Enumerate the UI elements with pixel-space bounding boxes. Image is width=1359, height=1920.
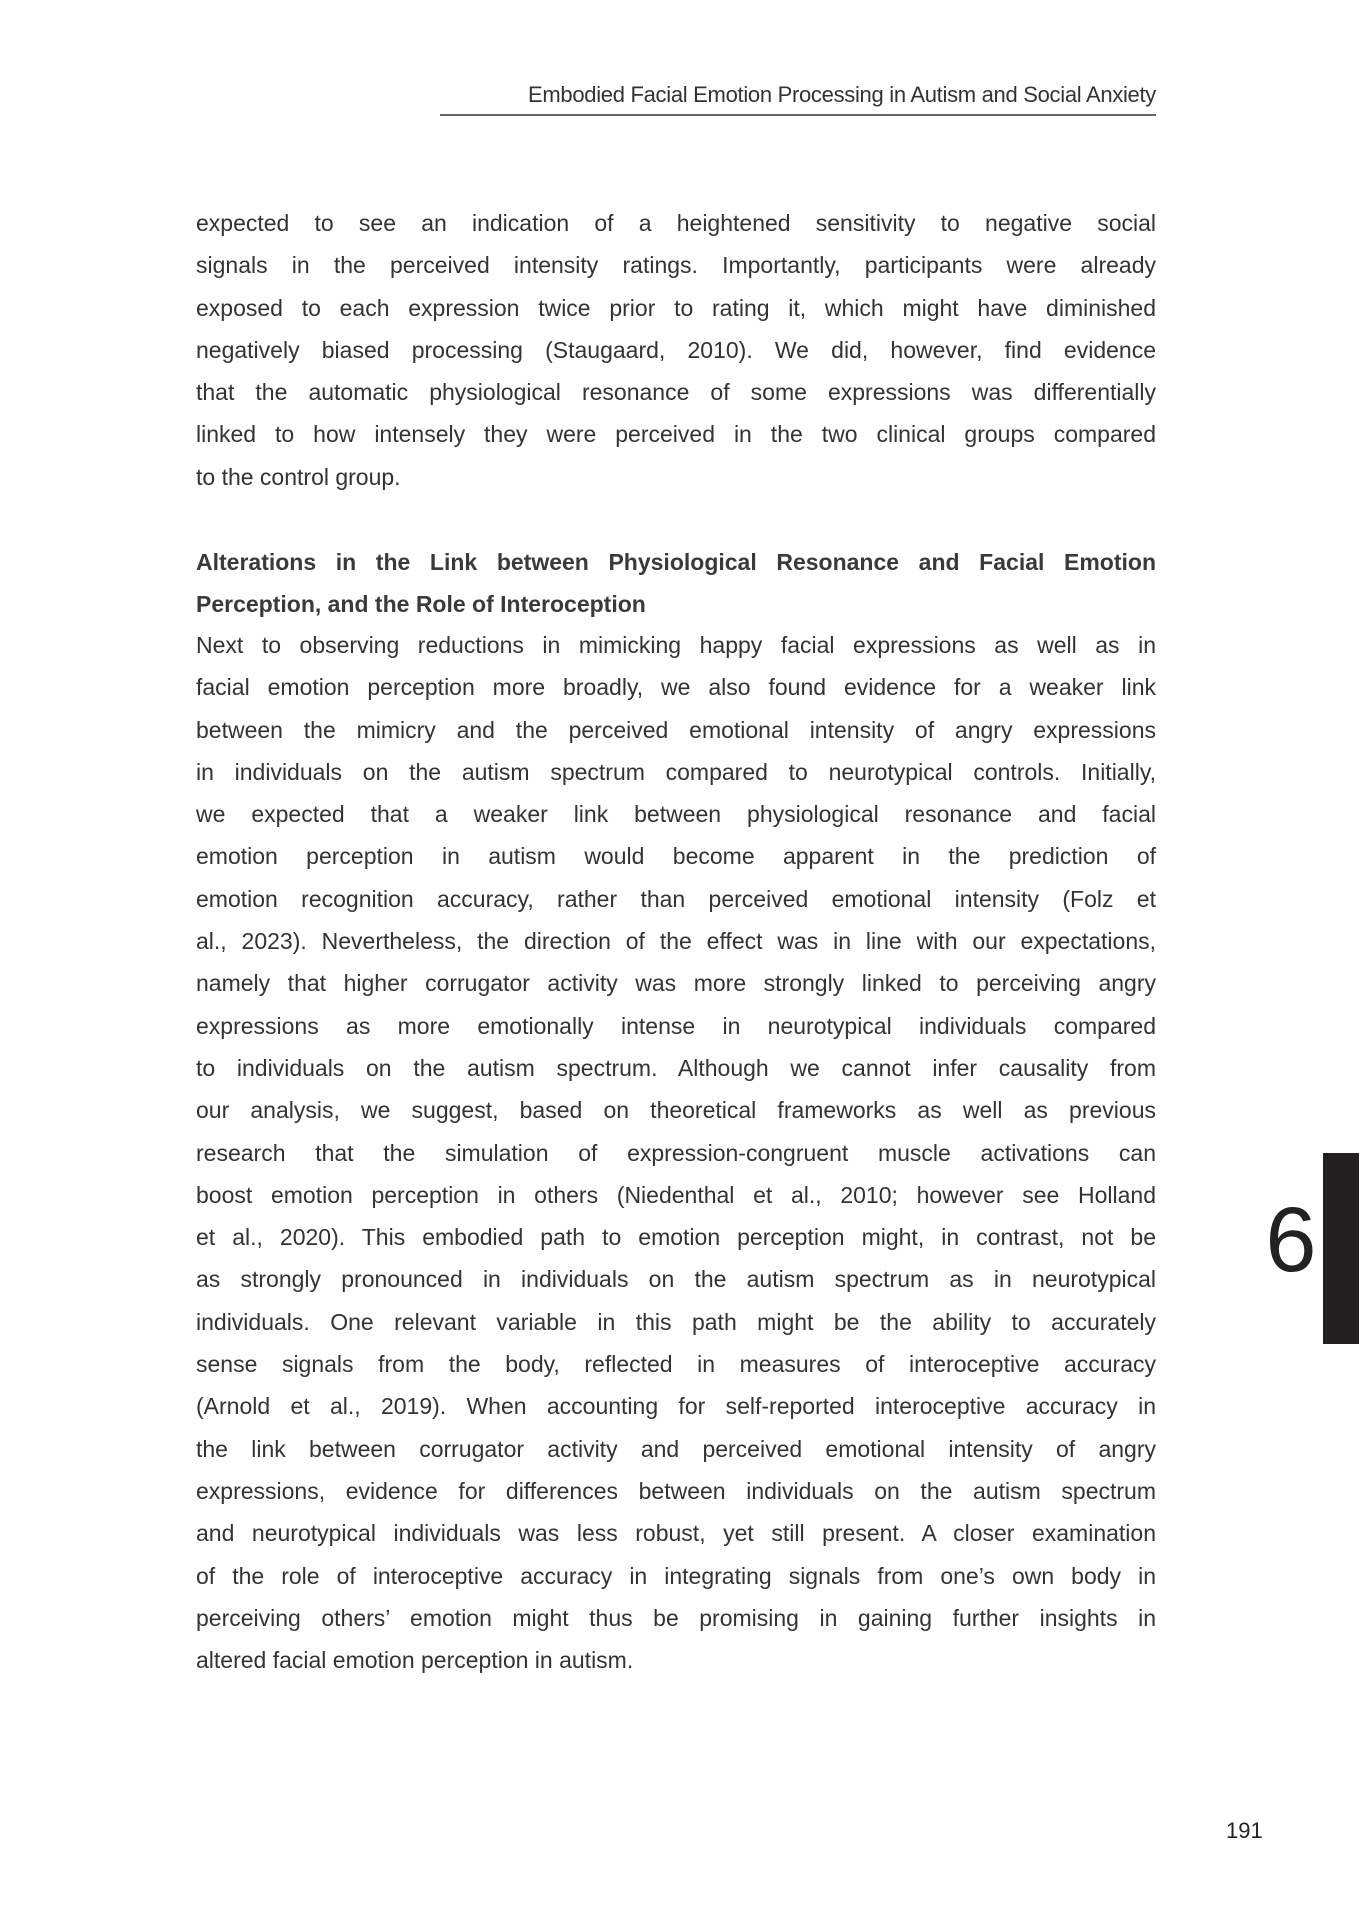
text-line: exposed to each expression twice prior to rating it, which might have diminished	[196, 294, 1156, 321]
text-line: that the automatic physiological resonance of some expressions was differentially	[196, 379, 1156, 406]
text-line: our analysis, we suggest, based on theoretical frameworks as well as previous	[196, 1097, 1156, 1124]
text-line: Perception, and the Role of Interoception	[196, 591, 646, 618]
text-line: as strongly pronounced in individuals on the autism spectrum as in neurotypical	[196, 1266, 1156, 1293]
text-line: linked to how intensely they were perceived in the two clinical groups compared	[196, 421, 1156, 448]
text-line: to the control group.	[196, 463, 401, 490]
text-line: facial emotion perception more broadly, we also found evidence for a weaker link	[196, 674, 1156, 701]
text-line: altered facial emotion perception in autism.	[196, 1647, 634, 1674]
paragraph-1	[196, 202, 1156, 498]
text-line: of the role of interoceptive accuracy in integrating signals from one’s own body in	[196, 1562, 1156, 1589]
text-line: Next to observing reductions in mimicking happy facial expressions as well as in	[196, 632, 1156, 658]
chapter-tab-marker	[1323, 1153, 1359, 1344]
paragraph-2	[196, 624, 1156, 1681]
text-line: al., 2023). Nevertheless, the direction of the effect was in line with our expectations,	[196, 928, 1156, 955]
text-line: to individuals on the autism spectrum. Although we cannot infer causality from	[196, 1054, 1156, 1081]
text-line: sense signals from the body, reflected in measures of interoceptive accuracy	[196, 1351, 1156, 1378]
page-number: 191	[1226, 1818, 1263, 1843]
text-line: expected to see an indication of a heightened sensitivity to negative social	[196, 210, 1156, 236]
text-line: boost emotion perception in others (Niedenthal et al., 2010; however see Holland	[196, 1181, 1156, 1208]
text-line: expressions as more emotionally intense in neurotypical individuals compared	[196, 1012, 1156, 1039]
text-line: negatively biased processing (Staugaard, 2010). We did, however, find evidence	[196, 336, 1156, 363]
chapter-number: 6	[1265, 1189, 1317, 1291]
text-line: and neurotypical individuals was less robust, yet still present. A closer examination	[196, 1520, 1156, 1547]
text-line: emotion recognition accuracy, rather than perceived emotional intensity (Folz et	[196, 885, 1156, 912]
text-line: research that the simulation of expression-congruent muscle activations can	[196, 1139, 1156, 1166]
text-line: signals in the perceived intensity ratings. Importantly, participants were already	[196, 252, 1156, 279]
text-line: in individuals on the autism spectrum compared to neurotypical controls. Initially,	[196, 758, 1156, 785]
text-line: et al., 2020). This embodied path to emotion perception might, in contrast, not be	[196, 1224, 1156, 1251]
text-line: we expected that a weaker link between physiological resonance and facial	[196, 801, 1156, 828]
section-heading	[196, 541, 1156, 626]
text-line: expressions, evidence for differences between individuals on the autism spectrum	[196, 1477, 1156, 1504]
text-line: the link between corrugator activity and perceived emotional intensity of angry	[196, 1435, 1156, 1462]
text-line: between the mimicry and the perceived emotional intensity of angry expressions	[196, 716, 1156, 743]
text-line: emotion perception in autism would become apparent in the prediction of	[196, 843, 1156, 870]
text-line: perceiving others’ emotion might thus be promising in gaining further insights in	[196, 1604, 1156, 1631]
text-line: (Arnold et al., 2019). When accounting for self-reported interoceptive accuracy in	[196, 1393, 1156, 1420]
text-line: Alterations in the Link between Physiological Resonance and Facial Emotion	[196, 549, 1156, 575]
running-header-title: Embodied Facial Emotion Processing in Autism and Social Anxiety	[440, 82, 1156, 116]
text-line: namely that higher corrugator activity was more strongly linked to perceiving angry	[196, 970, 1156, 997]
text-line: individuals. One relevant variable in this path might be the ability to accurately	[196, 1308, 1156, 1335]
